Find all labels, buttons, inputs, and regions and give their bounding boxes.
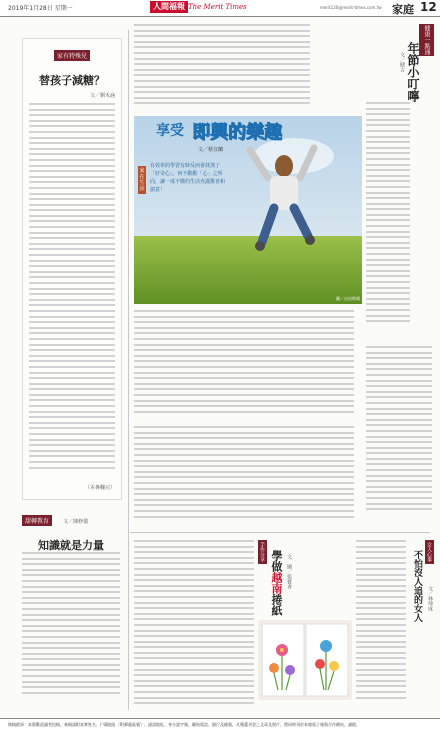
health-byline: 文／健吉 — [399, 52, 405, 72]
knowledge-article — [22, 508, 120, 708]
feature-badge: 家在生活 — [139, 168, 145, 192]
health-body — [366, 102, 410, 332]
section-name: 家庭 — [392, 3, 414, 16]
feature-body-continued — [134, 426, 354, 526]
knowledge-byline: 文／陳修儀 — [63, 519, 89, 525]
women-body — [356, 540, 406, 710]
craft-byline: 文．圖／張寶香 — [286, 554, 292, 589]
knowledge-body — [22, 552, 120, 702]
feature-title-small: 享受 — [156, 123, 184, 139]
section-email: merit120@merit-times.com.tw — [320, 5, 382, 10]
left-article-end-note: （本專欄完） — [84, 485, 115, 491]
craft-title-b: 越南 — [270, 572, 283, 594]
feature-top-text — [134, 24, 310, 112]
women-kicker: 女人心事 — [426, 542, 432, 562]
column-divider — [128, 30, 129, 710]
row-divider — [130, 532, 430, 533]
craft-title — [268, 550, 284, 616]
issue-date: 2019年1月28日 星期一 — [8, 5, 73, 12]
craft-kicker: 手作分享 — [259, 542, 265, 562]
left-article — [22, 38, 122, 500]
masthead — [0, 0, 440, 17]
feature-side-text — [366, 346, 432, 526]
left-article-body — [29, 103, 115, 473]
health-article — [366, 22, 436, 342]
feature-body — [134, 310, 354, 420]
left-article-title: 替孩子減糖？ — [39, 74, 105, 87]
craft-title-c: 捲紙 — [270, 594, 283, 616]
knowledge-kicker: 甜轉教育 — [22, 515, 52, 526]
craft-photo — [258, 620, 352, 700]
women-title: 不怕沒人追的女人 — [412, 550, 422, 622]
knowledge-title: 知識就是力量 — [38, 539, 104, 552]
women-article — [356, 540, 436, 710]
left-article-kicker: 家有特殊兒 — [54, 50, 90, 61]
craft-body — [134, 540, 254, 715]
newspaper-logo: 人間福報 — [150, 1, 188, 13]
health-title: 年節小叮嚀 — [406, 42, 420, 102]
child-jumping-illustration — [134, 116, 362, 304]
feature-deck: 有效率的學習有時反而會抹煞了「好奇心」。何不動動「心」之所向，讓一成不變的生活充滿驚喜和創意！ — [150, 163, 226, 193]
feature-title-big: 即興的樂趣 — [192, 122, 282, 143]
feature-byline: 文／蔡宜蘭 — [198, 147, 224, 153]
page-number: 12 — [420, 0, 437, 14]
feature-photo — [134, 116, 362, 304]
footer-notice-text: 徵稿啟事：本版歡迎讀者投稿，來稿請附真實姓名、戶籍地址（附郵遞區號）、通訊地址、身分證字號、聯絡電話、銀行及帳號，凡獲選刊登之文章及照片，將同時刊於本報電子報與合作網站，謹啟。 — [8, 722, 360, 727]
newspaper-logo-english: The Merit Times — [188, 3, 247, 11]
feature-photo-credit: 圖／自由時報 — [336, 296, 360, 301]
health-kicker: 健康一點通 — [419, 24, 434, 56]
paper-quilling-flowers — [258, 620, 352, 700]
left-article-byline: 文／劉禾涵 — [89, 93, 115, 99]
craft-title-a: 學做 — [270, 550, 283, 572]
footer-notice — [0, 718, 440, 736]
women-byline: 文／林坤成 — [427, 586, 433, 611]
